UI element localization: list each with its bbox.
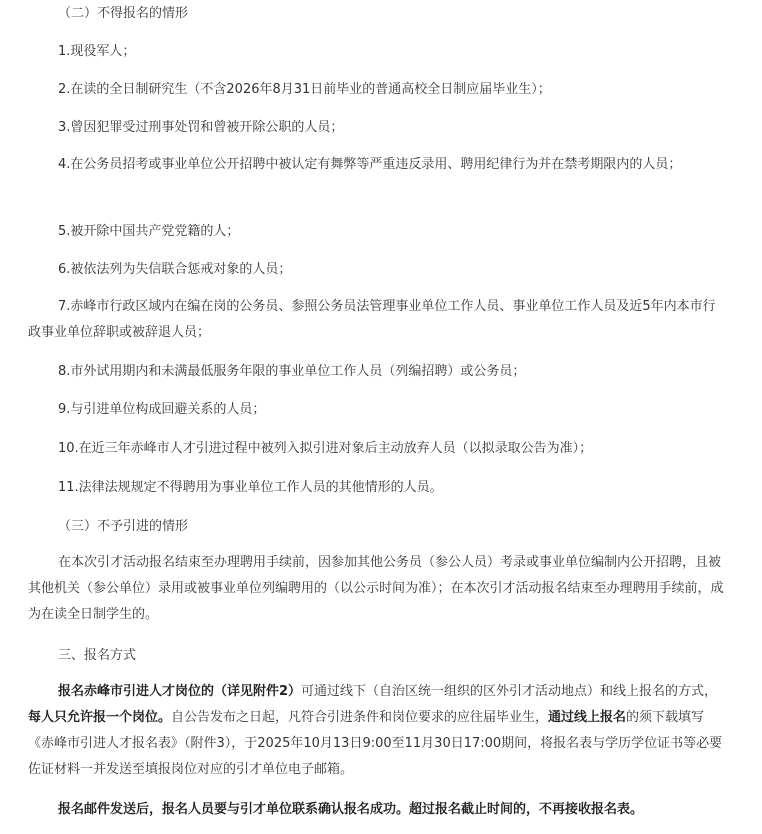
section-heading-ineligible: （二）不得报名的情形 xyxy=(58,6,189,21)
eligibility-text: 自公告发布之日起，凡符合引进条件和岗位要求的应往届毕业生， xyxy=(171,710,549,725)
ineligible-item-3: 3.曾因犯罪受过刑事处罚和曾被开除公职的人员； xyxy=(58,120,344,135)
registration-channels-text: 可通过线下（自治区统一组织的区外引才活动地点）和线上报名的方式， xyxy=(301,684,718,699)
ineligible-item-4: 4.在公务员招考或事业单位公开招聘中被认定有舞弊等严重违反录用、聘用纪律行为并在禁考期限内的人员； xyxy=(58,157,682,172)
section-heading-not-introduced: （三）不予引进的情形 xyxy=(58,519,189,534)
online-registration-instructions: 的须下载填写《赤峰市引进人才报名表》（附件3），于2025年10月13日9:00至11月30日17:00期间，将报名表与学历学位证书等必要佐证材料一并发送至填报岗位对应的引才单位电子邮箱。 xyxy=(28,710,723,777)
ineligible-item-5: 5.被开除中国共产党党籍的人； xyxy=(58,224,240,239)
ineligible-item-6: 6.被依法列为失信联合惩戒对象的人员； xyxy=(58,262,292,277)
ineligible-item-1: 1.现役军人； xyxy=(58,44,136,59)
ineligible-item-7: 7.赤峰市行政区域内在编在岗的公务员、参照公务员法管理事业单位工作人员、事业单位工作人员及近5年内本市行政事业单位辞职或被辞退人员； xyxy=(28,299,716,340)
registration-paragraph-2 xyxy=(28,797,728,823)
registration-paragraph-1 xyxy=(28,679,728,783)
ineligible-item-9: 9.与引进单位构成回避关系的人员； xyxy=(58,402,266,417)
not-introduced-body: 在本次引才活动报名结束至办理聘用手续前，因参加其他公务员（参公人员）考录或事业单位编制内公开招聘，且被其他机关（参公单位）录用或被事业单位列编聘用的（以公示时间为准）；在本次引才活动报名结束至办理聘用手续前，成为在读全日制学生的。 xyxy=(28,555,724,622)
ineligible-item-11: 11.法律法规规定不得聘用为事业单位工作人员的其他情形的人员。 xyxy=(58,480,443,495)
ineligible-item-10: 10.在近三年赤峰市人才引进过程中被列入拟引进对象后主动放弃人员（以拟录取公告为准）； xyxy=(58,441,593,456)
confirmation-notice-bold: 报名邮件发送后，报名人员要与引才单位联系确认报名成功。超过报名截止时间的，不再接收报名表。 xyxy=(58,802,644,817)
one-post-rule-bold: 每人只允许报一个岗位。 xyxy=(28,710,172,725)
ineligible-item-8: 8.市外试用期内和未满最低服务年限的事业单位工作人员（列编招聘）或公务员； xyxy=(58,364,526,379)
online-registration-bold: 通过线上报名 xyxy=(548,710,627,725)
registration-posts-bold: 报名赤峰市引进人才岗位的（详见附件2） xyxy=(58,684,302,699)
ineligible-item-2: 2.在读的全日制研究生（不含2026年8月31日前毕业的普通高校全日制应届毕业生）； xyxy=(58,82,551,97)
section-heading-registration: 三、报名方式 xyxy=(58,648,137,663)
